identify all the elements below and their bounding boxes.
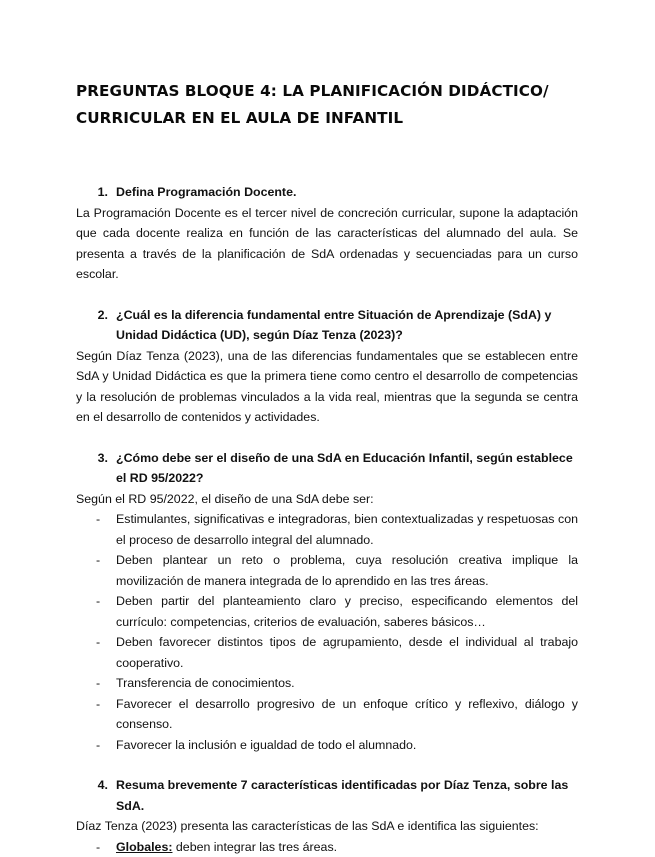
list-item-text: deben integrar las tres áreas. bbox=[172, 840, 337, 854]
question-number: 2. bbox=[76, 305, 116, 346]
dash-bullet: - bbox=[76, 837, 116, 857]
question-text: Resuma brevemente 7 características identificadas por Díaz Tenza, sobre las SdA. bbox=[116, 775, 578, 816]
list-item bbox=[76, 591, 578, 632]
dash-bullet: - bbox=[76, 735, 116, 756]
list-item bbox=[76, 509, 578, 550]
question-2-answer: Según Díaz Tenza (2023), una de las diferencias fundamentales que se establecen entre SdA y Unidad Didáctica es que la primera tiene como centro el desarrollo de competencias y la resolución de problemas vinculados a la vida real, mientras que la segunda se centra en el desarrollo de contenidos y actividades. bbox=[76, 346, 578, 428]
list-item bbox=[76, 694, 578, 735]
question-3-list bbox=[76, 509, 578, 755]
list-item-text: Deben plantear un reto o problema, cuya resolución creativa implique la movilización de manera integrada de lo aprendido en las tres áreas. bbox=[116, 550, 578, 591]
list-item bbox=[76, 632, 578, 673]
list-item-text: Estimulantes, significativas e integradoras, bien contextualizadas y respetuosas con el proceso de desarrollo integral del alumnado. bbox=[116, 509, 578, 550]
list-item-text: Deben favorecer distintos tipos de agrupamiento, desde el individual al trabajo cooperativo. bbox=[116, 632, 578, 673]
dash-bullet: - bbox=[76, 694, 116, 735]
question-4-list bbox=[76, 837, 578, 857]
item-label: Globales: bbox=[116, 840, 172, 854]
dash-bullet: - bbox=[76, 550, 116, 591]
question-3-heading bbox=[76, 448, 578, 489]
list-item-text: Deben partir del planteamiento claro y preciso, especificando elementos del currículo: competencias, criterios de evaluación, saberes básicos… bbox=[116, 591, 578, 632]
question-number: 4. bbox=[76, 775, 116, 816]
title-line-2: CURRICULAR EN EL AULA DE INFANTIL bbox=[76, 109, 403, 127]
dash-bullet: - bbox=[76, 632, 116, 673]
list-item bbox=[76, 550, 578, 591]
list-item bbox=[76, 735, 578, 756]
list-item bbox=[76, 673, 578, 694]
question-text: Defina Programación Docente. bbox=[116, 182, 578, 203]
dash-bullet: - bbox=[76, 591, 116, 632]
list-item-text: Favorecer la inclusión e igualdad de todo el alumnado. bbox=[116, 735, 578, 756]
list-item-text: Transferencia de conocimientos. bbox=[116, 673, 578, 694]
question-3-intro: Según el RD 95/2022, el diseño de una SdA debe ser: bbox=[76, 489, 578, 510]
question-number: 3. bbox=[76, 448, 116, 489]
title-line-1: PREGUNTAS BLOQUE 4: LA PLANIFICACIÓN DIDÁCTICO/ bbox=[76, 82, 549, 100]
dash-bullet: - bbox=[76, 673, 116, 694]
question-4-intro: Díaz Tenza (2023) presenta las características de las SdA e identifica las siguientes: bbox=[76, 816, 578, 837]
question-text: ¿Cómo debe ser el diseño de una SdA en Educación Infantil, según establece el RD 95/2022? bbox=[116, 448, 578, 489]
question-2-heading bbox=[76, 305, 578, 346]
question-number: 1. bbox=[76, 182, 116, 203]
question-4-heading bbox=[76, 775, 578, 816]
question-text: ¿Cuál es la diferencia fundamental entre Situación de Aprendizaje (SdA) y Unidad Didáctica (UD), según Díaz Tenza (2023)? bbox=[116, 305, 578, 346]
list-item bbox=[76, 837, 578, 857]
list-item-text: Favorecer el desarrollo progresivo de un enfoque crítico y reflexivo, diálogo y consenso. bbox=[116, 694, 578, 735]
dash-bullet: - bbox=[76, 509, 116, 550]
question-1-answer: La Programación Docente es el tercer nivel de concreción curricular, supone la adaptación que cada docente realiza en función de las características del alumnado del aula. Se presenta a través de la planificación de SdA ordenadas y secuenciadas para un curso escolar. bbox=[76, 203, 578, 285]
document-page bbox=[76, 78, 578, 857]
question-1-heading bbox=[76, 182, 578, 203]
document-title bbox=[76, 78, 578, 132]
